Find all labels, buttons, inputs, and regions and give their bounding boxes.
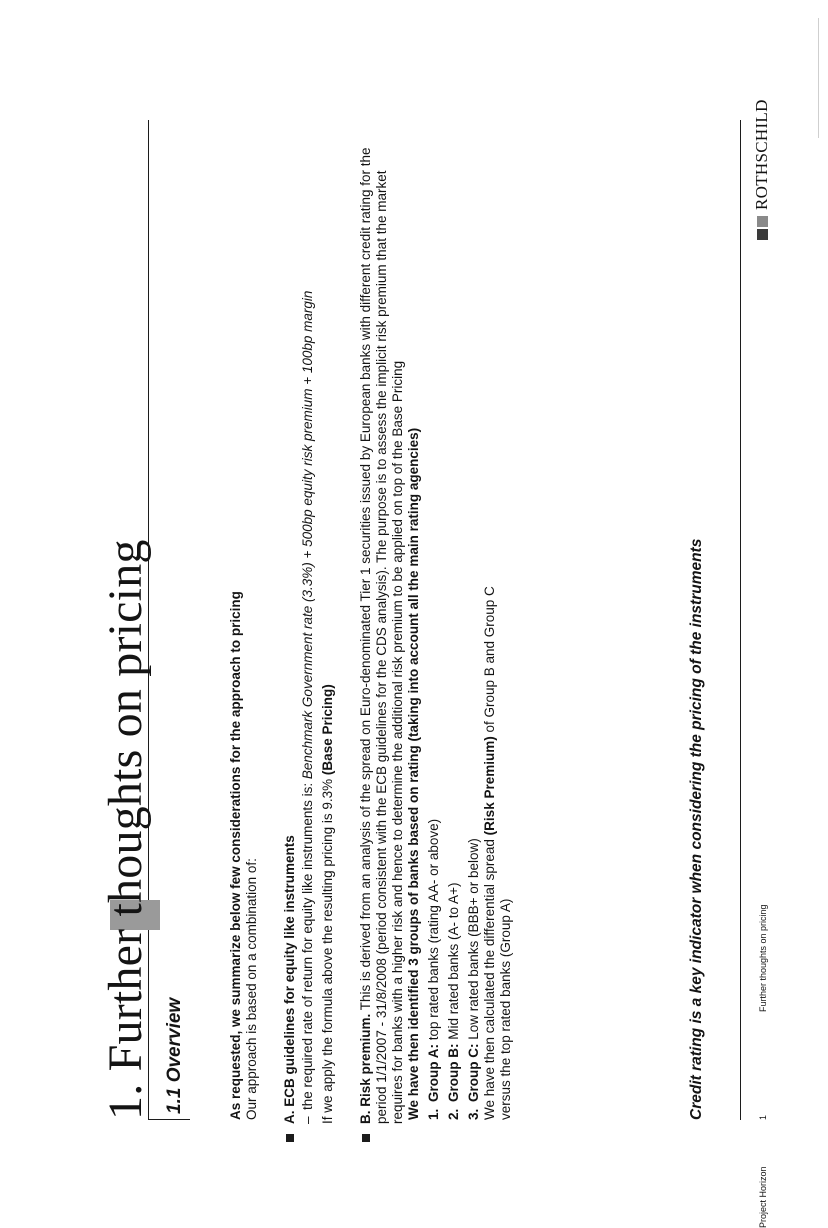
intro-text: Our approach is based on a combination of: [244,858,259,1120]
logo-square-icon [757,229,768,240]
logo-square-icon [757,216,768,227]
intro-bold: As requested, we summarize below few considerations for the approach to pricing [228,591,243,1120]
ecb-result-text: If we apply the formula above the resulting pricing is 9.3% [320,775,335,1124]
rothschild-logo [752,99,772,240]
risk-premium-text: This is derived from an analysis of the spread on Euro-denominated Tier 1 securities issued by European banks with different credit rating for the period 1/1/2007 - 31/8/2008 (period consistent with the ECB guidelines for the CDS analysis). The purpose is to assess the implicit risk premium that the market requires for banks with a higher risk and hence to determine the additional risk premium to be applied on top of the Base Pricing [358,147,405,1124]
footer-section: Further thoughts on pricing [758,904,768,1012]
group-item: 1. Group A: top rated banks (rating AA- or above) [426,818,441,1120]
rotated-slide [0,60,790,1228]
key-message: Credit rating is a key indicator when considering the pricing of the instruments [688,538,705,1120]
groups-heading: We have then identified 3 groups of banks based on rating (taking into account all the main rating agencies) [406,427,421,1120]
bullet-square-icon [362,1134,370,1142]
bullet-ecb-heading: A. ECB guidelines for equity like instruments [282,835,297,1124]
ecb-line-prefix: the required rate of return for equity like instruments is: [300,779,315,1110]
slide-body [228,120,514,1124]
bullet-ecb [282,120,336,1124]
dash-icon: – [300,1116,315,1124]
footer-rule [740,120,741,1120]
footer-page-number: 1 [758,1114,768,1120]
risk-premium-heading: B. Risk premium. [358,1013,373,1124]
ecb-result-bold: (Base Pricing) [320,684,335,776]
bullet-square-icon [286,1134,294,1142]
section-heading: 1.1 Overview [164,997,185,1114]
section-side-rule [148,1119,190,1120]
page-title: 1. Further thoughts on pricing [99,539,152,1120]
spread-paragraph: We have then calculated the differential spread (Risk Premium) of Group B and Group C versus the top rated banks (Group A) [482,586,513,1120]
ecb-formula-line [300,120,316,1124]
ecb-line-italic: Benchmark Government rate (3.3%) + 500bp equity risk premium + 100bp margin [300,290,315,780]
logo-text: ROTHSCHILD [752,99,771,210]
scan-edge-line [818,18,819,138]
group-item: 3. Group C: Low rated banks (BBB+ or below) [466,838,481,1120]
bullet-risk-premium [358,120,406,1124]
footer-project: Project Horizon [758,1166,768,1228]
group-item: 2. Group B: Mid rated banks (A- to A+) [446,882,461,1120]
